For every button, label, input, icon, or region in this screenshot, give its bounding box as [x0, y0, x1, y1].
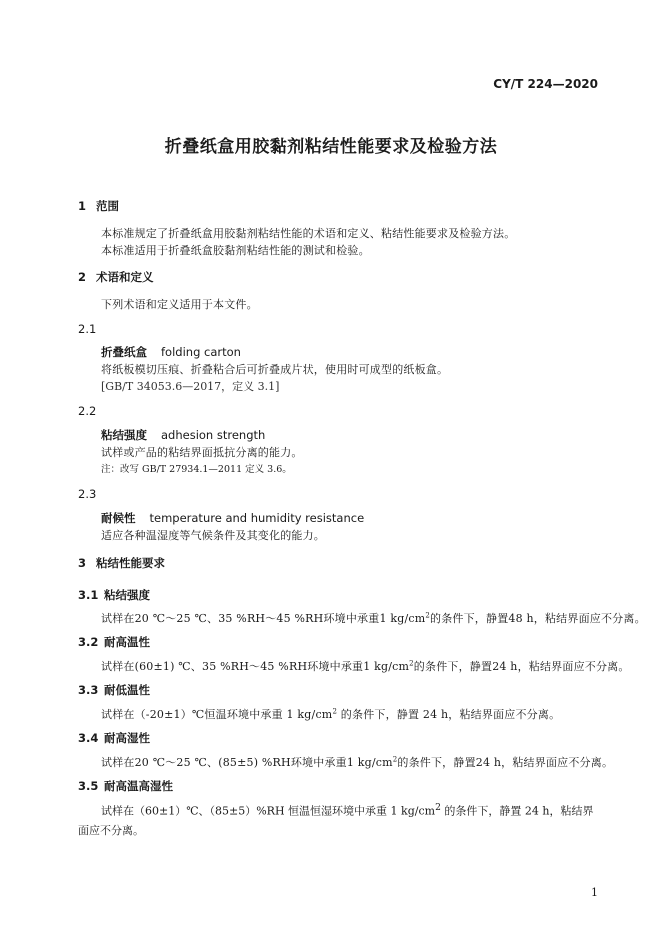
requirement-text: 试样在20 ℃～25 ℃、35 %RH～45 %RH环境中承重1 $kg/cm^2$的条件下，静置48 h，粘结界面应不分离。 — [101, 611, 646, 625]
term-number: 2.2 — [78, 404, 97, 418]
term-definition: 试样或产品的粘结界面抵抗分离的能力。 — [101, 446, 303, 459]
requirement-text: 试样在（-20±1）℃恒温环境中承重 1 $kg/cm^2$ 的条件下，静置 24 h，粘结界面应不分离。 — [101, 707, 561, 721]
term-definition: 将纸板模切压痕、折叠粘合后可折叠成片状，使用时可成型的纸板盒。 — [101, 363, 449, 376]
subsection-title: 耐高湿性 — [104, 731, 150, 745]
section-number: 2 — [78, 270, 87, 284]
subsection-number: 3.1 — [78, 588, 99, 602]
term-entry — [101, 344, 241, 360]
requirement-text: 试样在20 ℃～25 ℃、(85±5) %RH环境中承重1 $kg/cm^2$的条件下，静置24 h，粘结界面应不分离。 — [101, 755, 614, 769]
term-source: [GB/T 34053.6—2017，定义 3.1] — [101, 380, 280, 393]
subsection-number: 3.5 — [78, 779, 99, 793]
term-entry — [101, 427, 265, 443]
term-number: 2.3 — [78, 487, 97, 501]
section-title: 粘结性能要求 — [96, 556, 165, 570]
subsection-title: 耐低温性 — [104, 683, 150, 697]
document-title: 折叠纸盒用胶黏剂粘结性能要求及检验方法 — [164, 137, 498, 157]
section-heading — [78, 269, 154, 285]
requirement-text: 试样在(60±1) ℃、35 %RH～45 %RH环境中承重1 $kg/cm^2$的条件下，静置24 h，粘结界面应不分离。 — [101, 659, 630, 673]
section-title: 范围 — [96, 199, 119, 213]
paragraph: 本标准适用于折叠纸盒胶黏剂粘结性能的测试和检验。 — [101, 244, 370, 257]
section-title: 术语和定义 — [96, 270, 154, 284]
term-en: adhesion strength — [161, 428, 266, 442]
term-definition: 适应各种温湿度等气候条件及其变化的能力。 — [101, 529, 325, 542]
term-number: 2.1 — [78, 322, 97, 336]
paragraph: 下列术语和定义适用于本文件。 — [101, 298, 258, 311]
subsection-heading — [78, 730, 150, 746]
term-zh: 折叠纸盒 — [101, 345, 147, 359]
subsection-number: 3.3 — [78, 683, 99, 697]
subsection-heading — [78, 778, 173, 794]
requirement-text: 试样在（60±1）℃、（85±5）%RH 恒温恒湿环境中承重 1 $kg/cm^2$ 的条件下，静置 24 h，粘结界面应不分离。 — [78, 802, 594, 837]
section-heading — [78, 198, 119, 214]
term-entry — [101, 510, 364, 526]
subsection-heading — [78, 682, 150, 698]
subsection-title: 粘结强度 — [104, 588, 150, 602]
page-number: 1 — [591, 886, 598, 899]
paragraph: 本标准规定了折叠纸盒用胶黏剂粘结性能的术语和定义、粘结性能要求及检验方法。 — [101, 227, 516, 240]
section-number: 3 — [78, 556, 87, 570]
subsection-heading — [78, 634, 150, 650]
term-note: 注：改写 GB/T 27934.1—2011 定义 3.6。 — [101, 464, 292, 475]
standard-code: CY/T 224—2020 — [493, 77, 598, 91]
term-en: folding carton — [161, 345, 241, 359]
subsection-number: 3.4 — [78, 731, 99, 745]
section-heading — [78, 555, 165, 571]
term-zh: 耐候性 — [101, 511, 136, 525]
subsection-title: 耐高温性 — [104, 635, 150, 649]
term-zh: 粘结强度 — [101, 428, 147, 442]
subsection-number: 3.2 — [78, 635, 99, 649]
subsection-heading — [78, 587, 150, 603]
subsection-title: 耐高温高湿性 — [104, 779, 173, 793]
section-number: 1 — [78, 199, 87, 213]
term-en: temperature and humidity resistance — [149, 511, 365, 525]
